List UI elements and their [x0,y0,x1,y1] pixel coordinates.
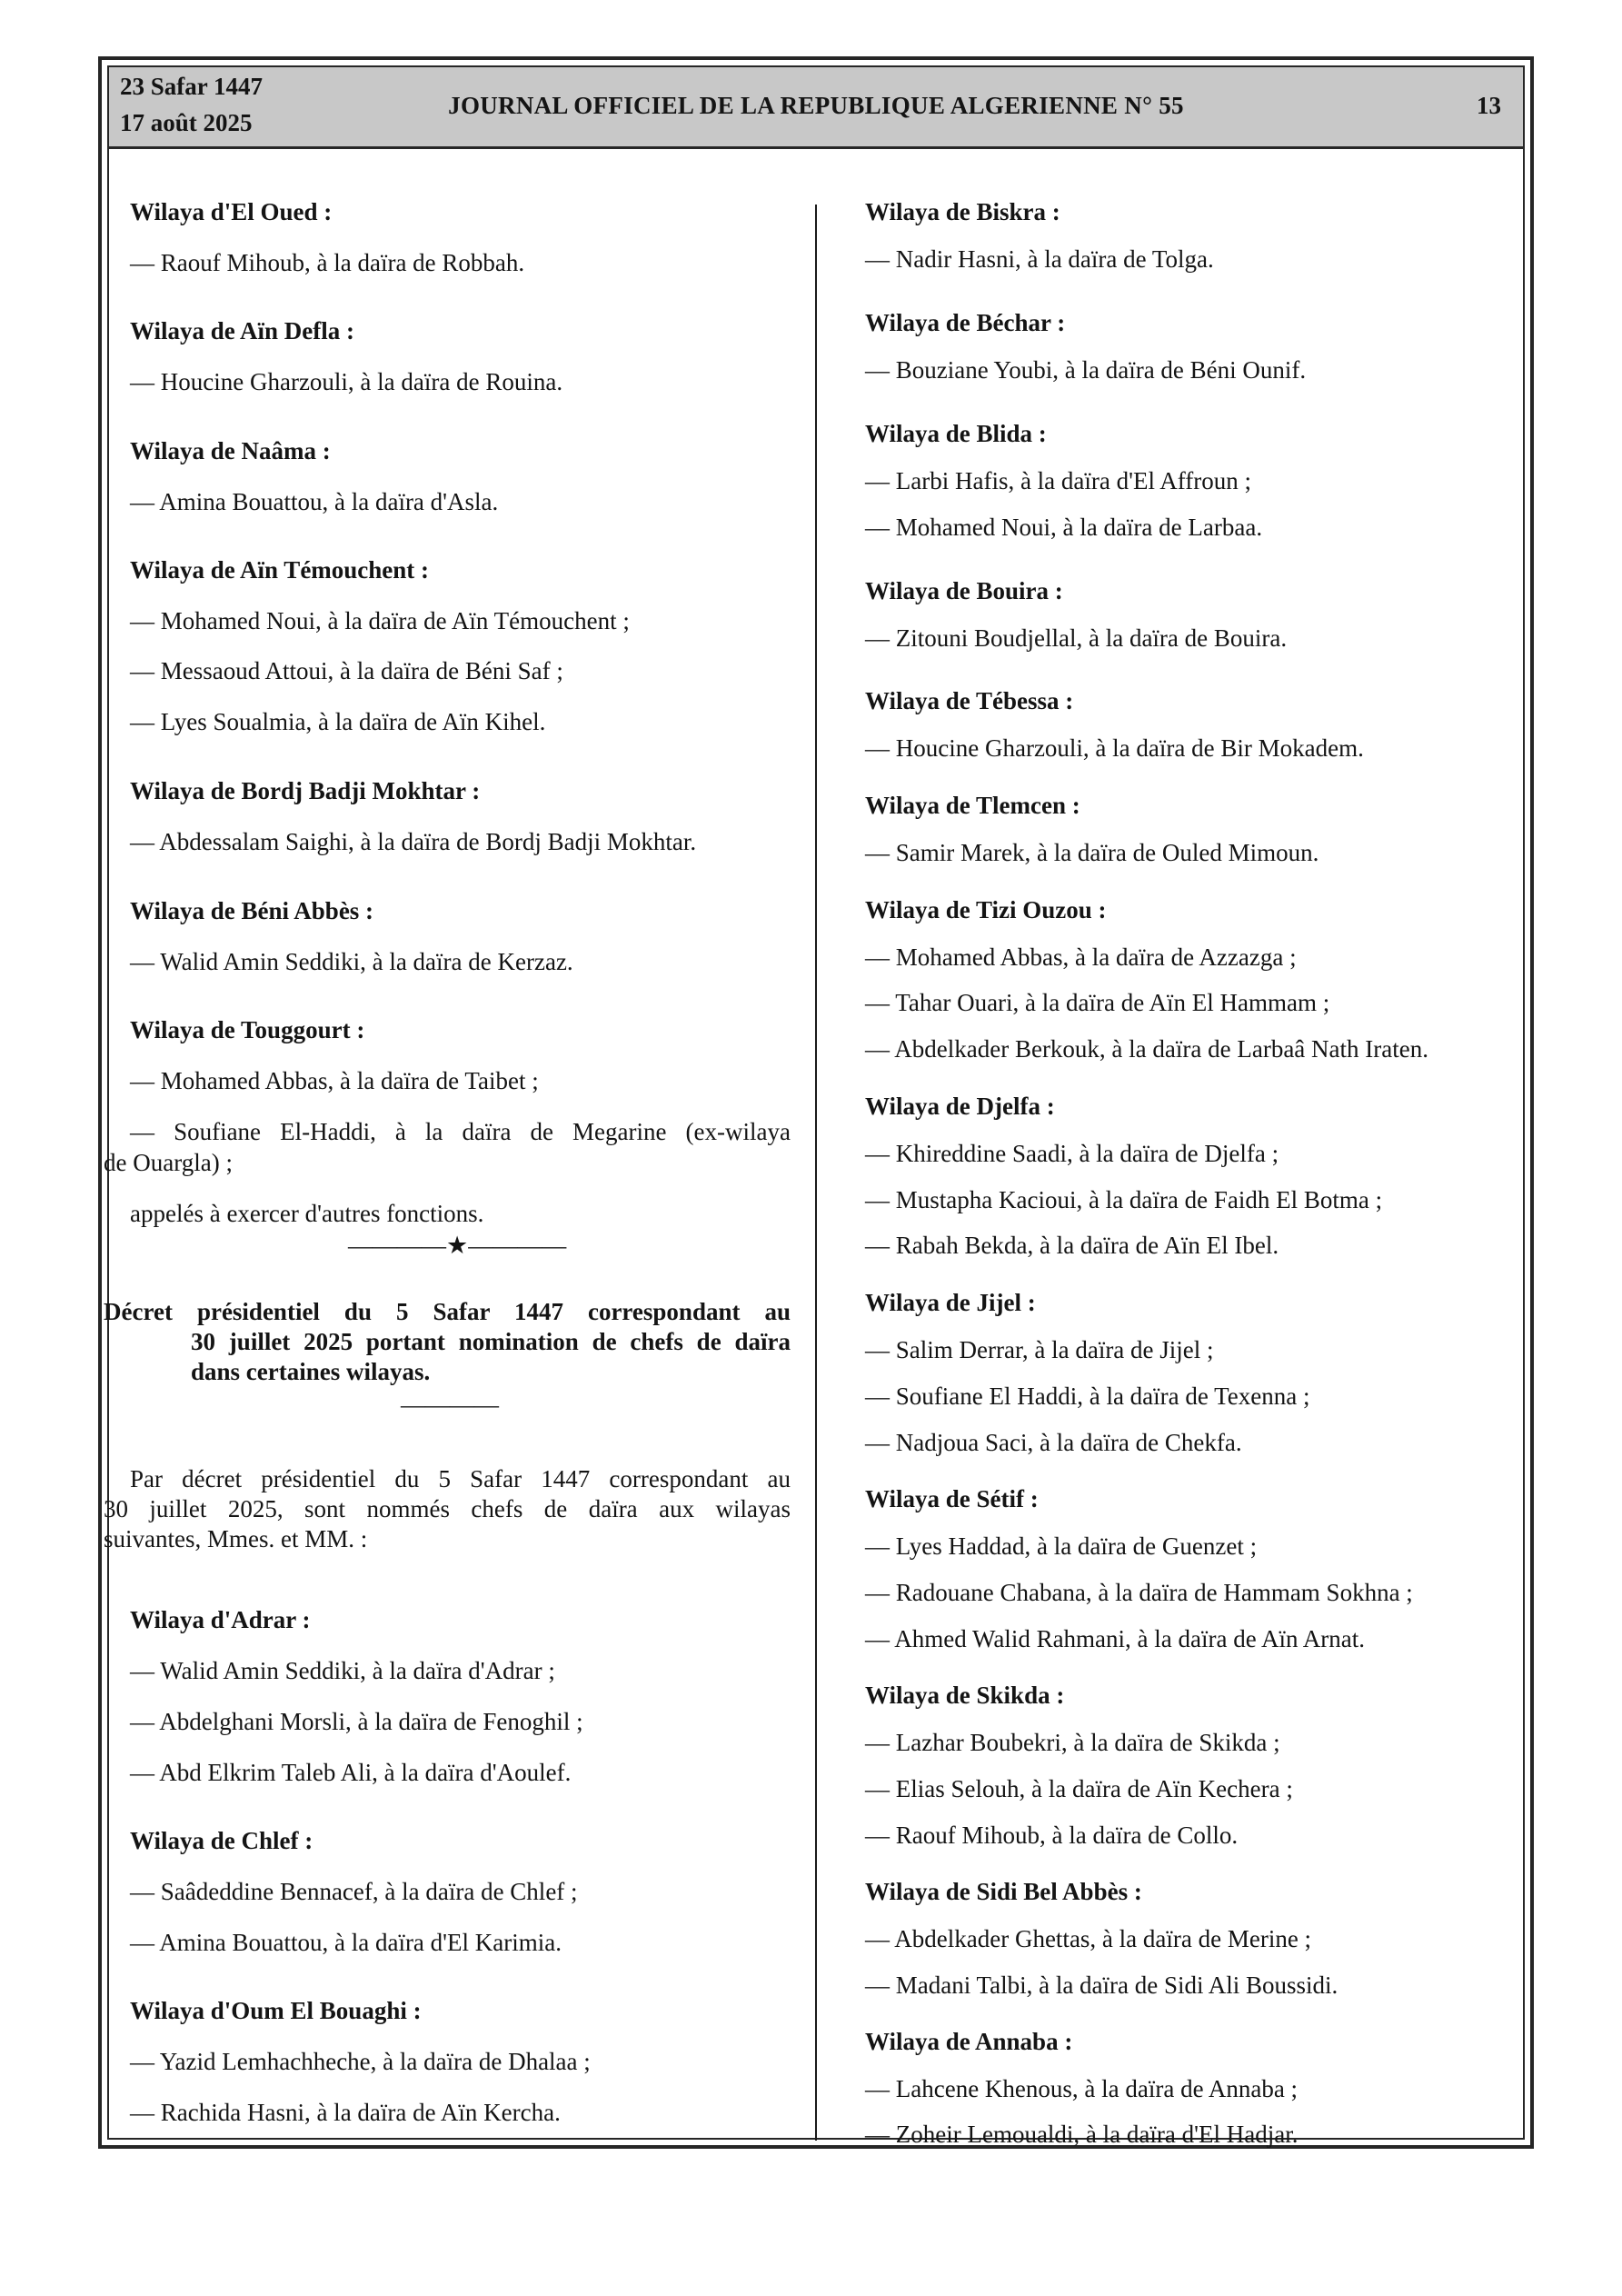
section-title: Wilaya d'Oum El Bouaghi : [130,1997,422,2024]
appointment-item: — Walid Amin Seddiki, à la daïra de Kerzaz. [130,948,573,975]
separator-star: ————★———— [348,1232,567,1259]
appointment-item: — Larbi Hafis, à la daïra d'El Affroun ; [865,467,1251,494]
header-date-gregorian: 17 août 2025 [120,109,253,136]
closing-text: appelés à exercer d'autres fonctions. [130,1200,484,1227]
appointment-item: — Amina Bouattou, à la daïra d'Asla. [130,488,499,515]
header-date-hijri: 23 Safar 1447 [120,73,264,100]
appointment-item: — Lazhar Boubekri, à la daïra de Skikda ; [865,1729,1280,1756]
section-title: Wilaya de Bordj Badji Mokhtar : [130,777,481,804]
appointment-item: — Raouf Mihoub, à la daïra de Collo. [865,1822,1239,1849]
appointment-item: — Nadir Hasni, à la daïra de Tolga. [865,245,1214,273]
appointment-item: — Soufiane El-Haddi, à la daïra de Megarine (ex-wilaya [130,1118,791,1145]
appointment-item: — Abdelghani Morsli, à la daïra de Fenoghil ; [130,1708,583,1735]
section-title: Wilaya de Biskra : [865,198,1060,225]
section-title: Wilaya de Aïn Témouchent : [130,556,430,584]
appointment-item: — Amina Bouattou, à la daïra d'El Karimia. [130,1929,562,1956]
section-title: Wilaya de Tizi Ouzou : [865,896,1107,923]
section-title: Wilaya de Sétif : [865,1485,1039,1512]
decree-body-line: Par décret présidentiel du 5 Safar 1447 correspondant au [130,1465,791,1492]
appointment-item: — Houcine Gharzouli, à la daïra de Bir Mokadem. [865,734,1364,762]
appointment-item: — Abdelkader Ghettas, à la daïra de Merine ; [865,1925,1312,1952]
appointment-item: — Lyes Soualmia, à la daïra de Aïn Kihel. [130,708,546,735]
appointment-item: — Raouf Mihoub, à la daïra de Robbah. [130,249,525,276]
column-divider [815,205,817,2141]
appointment-item: — Saâdeddine Bennacef, à la daïra de Chlef ; [130,1878,578,1905]
section-title: Wilaya de Annaba : [865,2028,1073,2055]
appointment-item: — Yazid Lemhachheche, à la daïra de Dhalaa ; [130,2048,591,2075]
appointment-item: — Mohamed Abbas, à la daïra de Taibet ; [130,1067,539,1094]
appointment-item: — Samir Marek, à la daïra de Ouled Mimoun. [865,839,1319,866]
section-title: Wilaya de Naâma : [130,437,331,464]
appointment-item: — Salim Derrar, à la daïra de Jijel ; [865,1336,1214,1363]
appointment-item: — Rachida Hasni, à la daïra de Aïn Kercha. [130,2099,561,2126]
appointment-item: — Bouziane Youbi, à la daïra de Béni Ounif. [865,356,1307,384]
appointment-item: — Ahmed Walid Rahmani, à la daïra de Aïn Arnat. [865,1625,1365,1652]
appointment-item: — Lahcene Khenous, à la daïra de Annaba ; [865,2075,1299,2102]
decree-body-line: 30 juillet 2025, sont nommés chefs de daïra aux wilayas [104,1495,791,1522]
section-title: Wilaya de Aïn Defla : [130,317,355,344]
section-title: Wilaya de Béchar : [865,309,1066,336]
section-title: Wilaya de Tlemcen : [865,792,1080,819]
appointment-item: — Mohamed Abbas, à la daïra de Azzazga ; [865,943,1297,971]
header-title: JOURNAL OFFICIEL DE LA REPUBLIQUE ALGERIENNE N° 55 [448,92,1184,119]
appointment-item: — Tahar Ouari, à la daïra de Aïn El Hammam ; [865,989,1330,1016]
appointment-item: — Abd Elkrim Taleb Ali, à la daïra d'Aoulef. [130,1759,572,1786]
decree-title-line: 30 juillet 2025 portant nomination de chefs de daïra [191,1328,791,1355]
journal-header [109,67,1523,149]
appointment-item: — Khireddine Saadi, à la daïra de Djelfa ; [865,1140,1279,1167]
section-title: Wilaya d'El Oued : [130,198,333,225]
separator-short: ———— [401,1391,499,1418]
section-title: Wilaya de Sidi Bel Abbès : [865,1878,1142,1905]
appointment-item: — Elias Selouh, à la daïra de Aïn Kechera ; [865,1775,1293,1802]
appointment-item: — Mustapha Kacioui, à la daïra de Faidh El Botma ; [865,1186,1383,1213]
appointment-item: — Rabah Bekda, à la daïra de Aïn El Ibel. [865,1232,1279,1259]
appointment-item: — Messaoud Attoui, à la daïra de Béni Saf ; [130,657,563,684]
appointment-item: — Lyes Haddad, à la daïra de Guenzet ; [865,1532,1258,1560]
section-title: Wilaya de Jijel : [865,1289,1036,1316]
section-title: Wilaya de Skikda : [865,1682,1065,1709]
appointment-item: — Mohamed Noui, à la daïra de Larbaa. [865,514,1263,541]
appointment-item: — Zoheir Lemoualdi, à la daïra d'El Hadjar. [865,2121,1299,2148]
appointment-item: — Houcine Gharzouli, à la daïra de Rouina. [130,368,563,395]
section-title: Wilaya de Tébessa : [865,687,1074,714]
decree-title-line: Décret présidentiel du 5 Safar 1447 correspondant au [104,1298,791,1325]
appointment-item: — Soufiane El Haddi, à la daïra de Texenna ; [865,1383,1310,1410]
header-page-number: 13 [1477,92,1501,119]
appointment-item: — Radouane Chabana, à la daïra de Hammam Sokhna ; [865,1579,1413,1606]
section-title: Wilaya de Blida : [865,420,1047,447]
section-title: Wilaya de Chlef : [130,1827,313,1854]
appointment-item: — Abdelkader Berkouk, à la daïra de Larbaâ Nath Iraten. [865,1035,1428,1063]
section-title: Wilaya de Djelfa : [865,1093,1055,1120]
section-title: Wilaya de Béni Abbès : [130,897,374,924]
section-title: Wilaya de Touggourt : [130,1016,365,1043]
appointment-item: — Abdessalam Saighi, à la daïra de Bordj Badji Mokhtar. [130,828,697,855]
appointment-item: — Madani Talbi, à la daïra de Sidi Ali Boussidi. [865,1972,1338,1999]
appointment-item: — Mohamed Noui, à la daïra de Aïn Témouchent ; [130,607,630,634]
decree-title-line: dans certaines wilayas. [191,1358,431,1385]
decree-body-line: suivantes, Mmes. et MM. : [104,1525,368,1552]
appointment-item-continuation: de Ouargla) ; [104,1149,233,1176]
appointment-item: — Nadjoua Saci, à la daïra de Chekfa. [865,1429,1242,1456]
section-title: Wilaya de Bouira : [865,577,1063,604]
appointment-item: — Zitouni Boudjellal, à la daïra de Bouira. [865,624,1288,652]
appointment-item: — Walid Amin Seddiki, à la daïra d'Adrar ; [130,1657,555,1684]
section-title: Wilaya d'Adrar : [130,1606,311,1633]
